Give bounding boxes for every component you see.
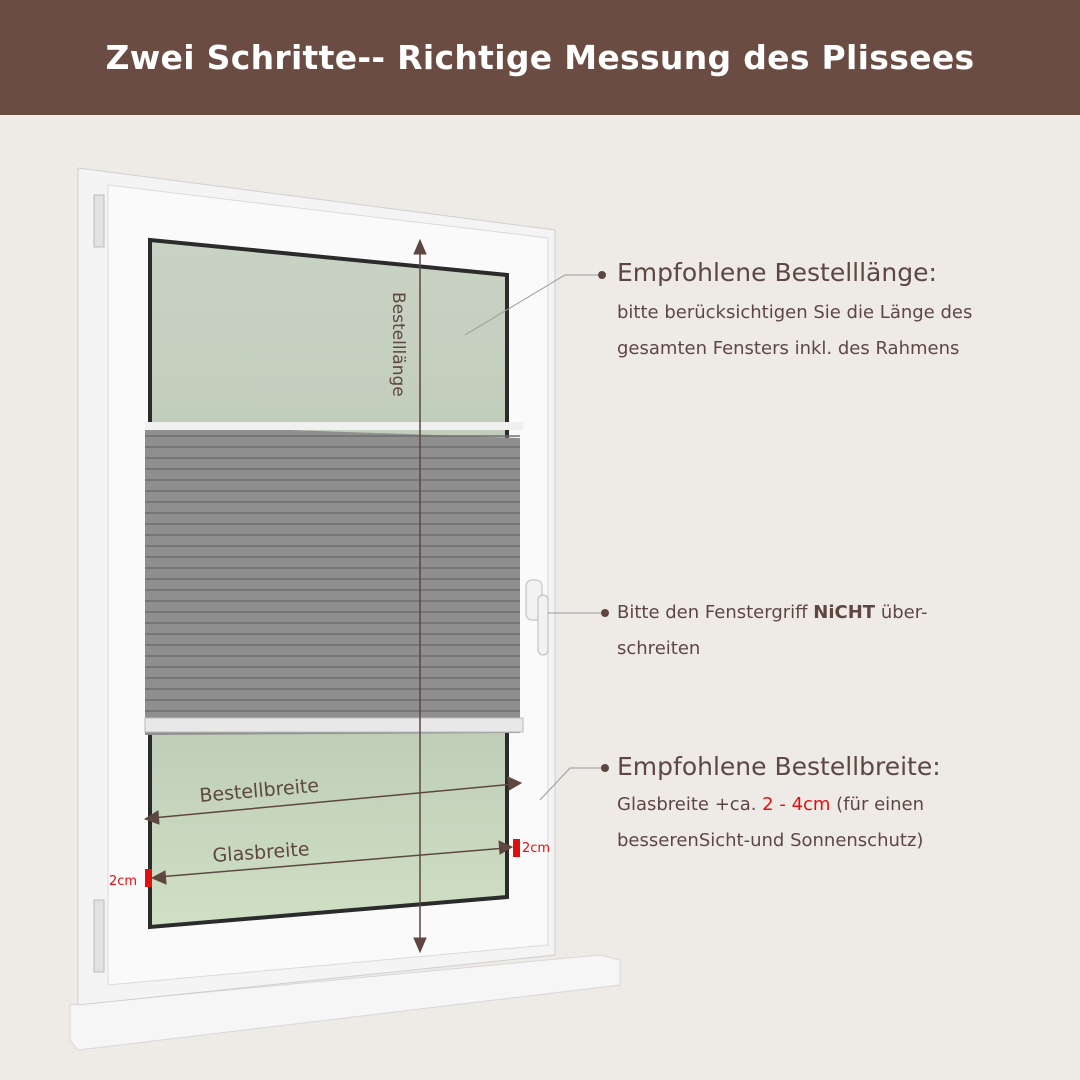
callout-width-title: Empfohlene Bestellbreite: [617, 752, 941, 781]
length-label: Bestelllänge [388, 292, 408, 397]
callout-handle-bold: NiCHT [813, 602, 876, 623]
callout-width [617, 752, 941, 859]
margin-marker-right [513, 839, 520, 857]
callout-length-title: Empfohlene Bestelllänge: [617, 258, 937, 287]
callout-width-post: (für einen [830, 794, 925, 815]
callout-handle [617, 595, 927, 667]
margin-right-label: 2cm [522, 841, 551, 856]
margin-left-label: 2cm [109, 874, 138, 889]
margin-marker-left [145, 869, 152, 887]
callout-length-line1: bitte berücksichtigen Sie die Länge des [617, 302, 973, 323]
glass-width-label: Glasbreite [211, 838, 311, 867]
callout-handle-line2: schreiten [617, 638, 701, 659]
callout-handle-post: über- [875, 602, 928, 623]
hinge-top [94, 195, 104, 247]
callout-width-highlight: 2 - 4cm [762, 794, 831, 815]
page-title: Zwei Schritte-- Richtige Messung des Plissees [105, 38, 975, 77]
callout-length [617, 258, 972, 367]
order-width-label: Bestellbreite [198, 774, 320, 807]
hinge-bottom [94, 900, 104, 972]
pleated-blind [145, 422, 523, 735]
callout-handle-pre: Bitte den Fenstergriff [617, 602, 814, 623]
callout-length-line2: gesamten Fensters inkl. des Rahmens [617, 338, 960, 359]
callout-width-line2: besserenSicht-und Sonnenschutz) [617, 830, 924, 851]
callout-width-pre: Glasbreite +ca. [617, 794, 763, 815]
